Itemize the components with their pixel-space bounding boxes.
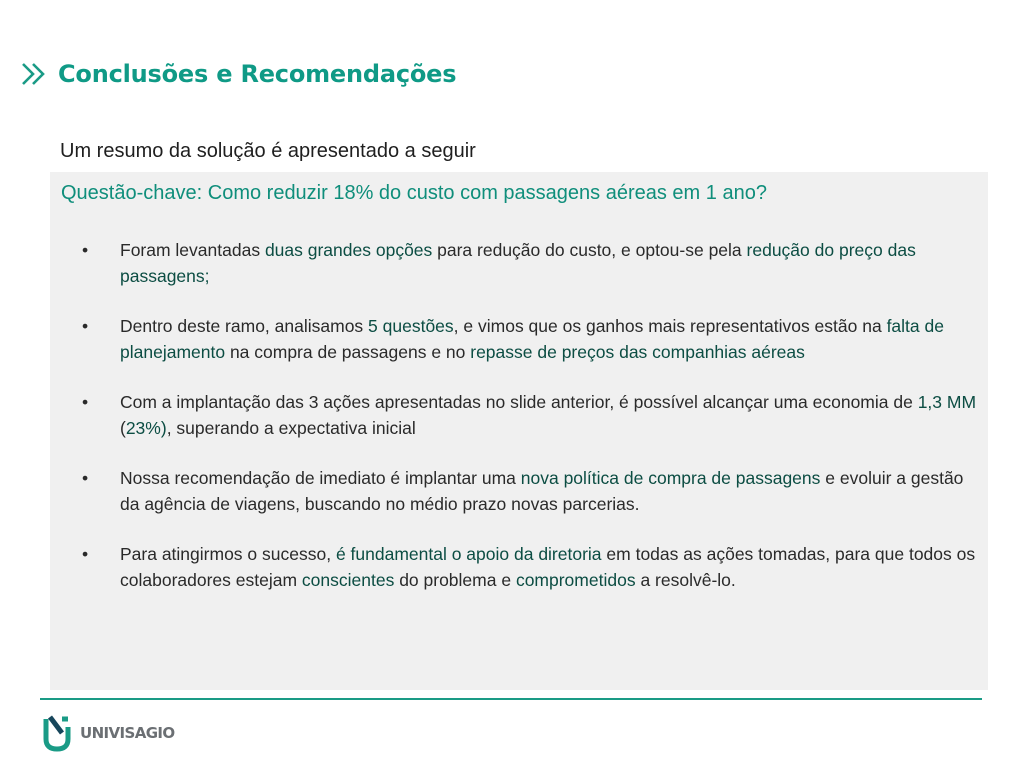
highlight-text: comprometidos (515, 569, 636, 590)
highlight-text: 1,3 MM (917, 392, 977, 412)
bullet-text: Para atingirmos o sucesso, (120, 544, 336, 564)
bullet-text: Dentro deste ramo, analisamos (120, 316, 369, 336)
bullet-item (50, 238, 988, 289)
highlight-text: duas grandes opções (264, 240, 433, 260)
bullet-text: ( (120, 417, 126, 438)
univisagio-logo (42, 713, 175, 753)
bullet-text: Com a implantação das 3 ações apresentadas no slide anterior, é possível alcançar uma economia de (120, 392, 918, 412)
slide-header (20, 54, 456, 94)
bullet-item (50, 466, 988, 517)
bullet-list (50, 238, 988, 618)
univisagio-logo-mark (42, 713, 72, 753)
highlight-text: 5 questões (368, 316, 454, 336)
highlight-text: redução do preço das passagens; (120, 240, 916, 286)
bullet-text: , superando a expectativa inicial (166, 417, 416, 438)
bullet-text: do problema e (394, 569, 516, 590)
highlight-text: conscientes (301, 569, 395, 590)
bullet-item (50, 314, 988, 365)
bullet-item (50, 542, 988, 593)
bullet-text: , e vimos que os ganhos mais representativos estão na (453, 316, 887, 336)
bullet-marker: • (82, 544, 89, 564)
summary-panel (50, 172, 988, 690)
bullet-marker: • (82, 468, 89, 488)
highlight-text: repasse de preços das companhias aéreas (470, 341, 805, 362)
key-question: Questão-chave: Como reduzir 18% do custo com passagens aéreas em 1 ano? (61, 182, 767, 204)
double-chevron-icon (20, 59, 50, 89)
footer-divider (40, 698, 982, 700)
bullet-marker: • (82, 392, 89, 412)
highlight-text: é fundamental o apoio da diretoria (335, 544, 602, 564)
bullet-text: a resolvê-lo. (635, 569, 736, 590)
bullet-text: na compra de passagens e no (225, 341, 471, 362)
bullet-text: Nossa recomendação de imediato é implantar uma (120, 468, 521, 488)
bullet-marker: • (82, 316, 89, 336)
page-subtitle: Um resumo da solução é apresentado a seguir (60, 140, 476, 162)
bullet-marker: • (82, 240, 89, 260)
page-title: Conclusões e Recomendações (58, 60, 457, 88)
highlight-text: nova política de compra de passagens (520, 468, 821, 488)
logo-text: UNIVISAGIO (80, 724, 175, 742)
highlight-text: falta de planejamento (120, 316, 944, 362)
highlight-text: 23%) (125, 417, 167, 438)
bullet-item (50, 390, 988, 441)
bullet-text: em todas as ações tomadas, para que todos os colaboradores estejam (120, 544, 976, 590)
bullet-text: Foram levantadas (120, 240, 265, 260)
bullet-text: para redução do custo, e optou-se pela (432, 240, 747, 260)
bullet-text: e evoluir a gestão da agência de viagens, buscando no médio prazo novas parcerias. (120, 468, 964, 514)
